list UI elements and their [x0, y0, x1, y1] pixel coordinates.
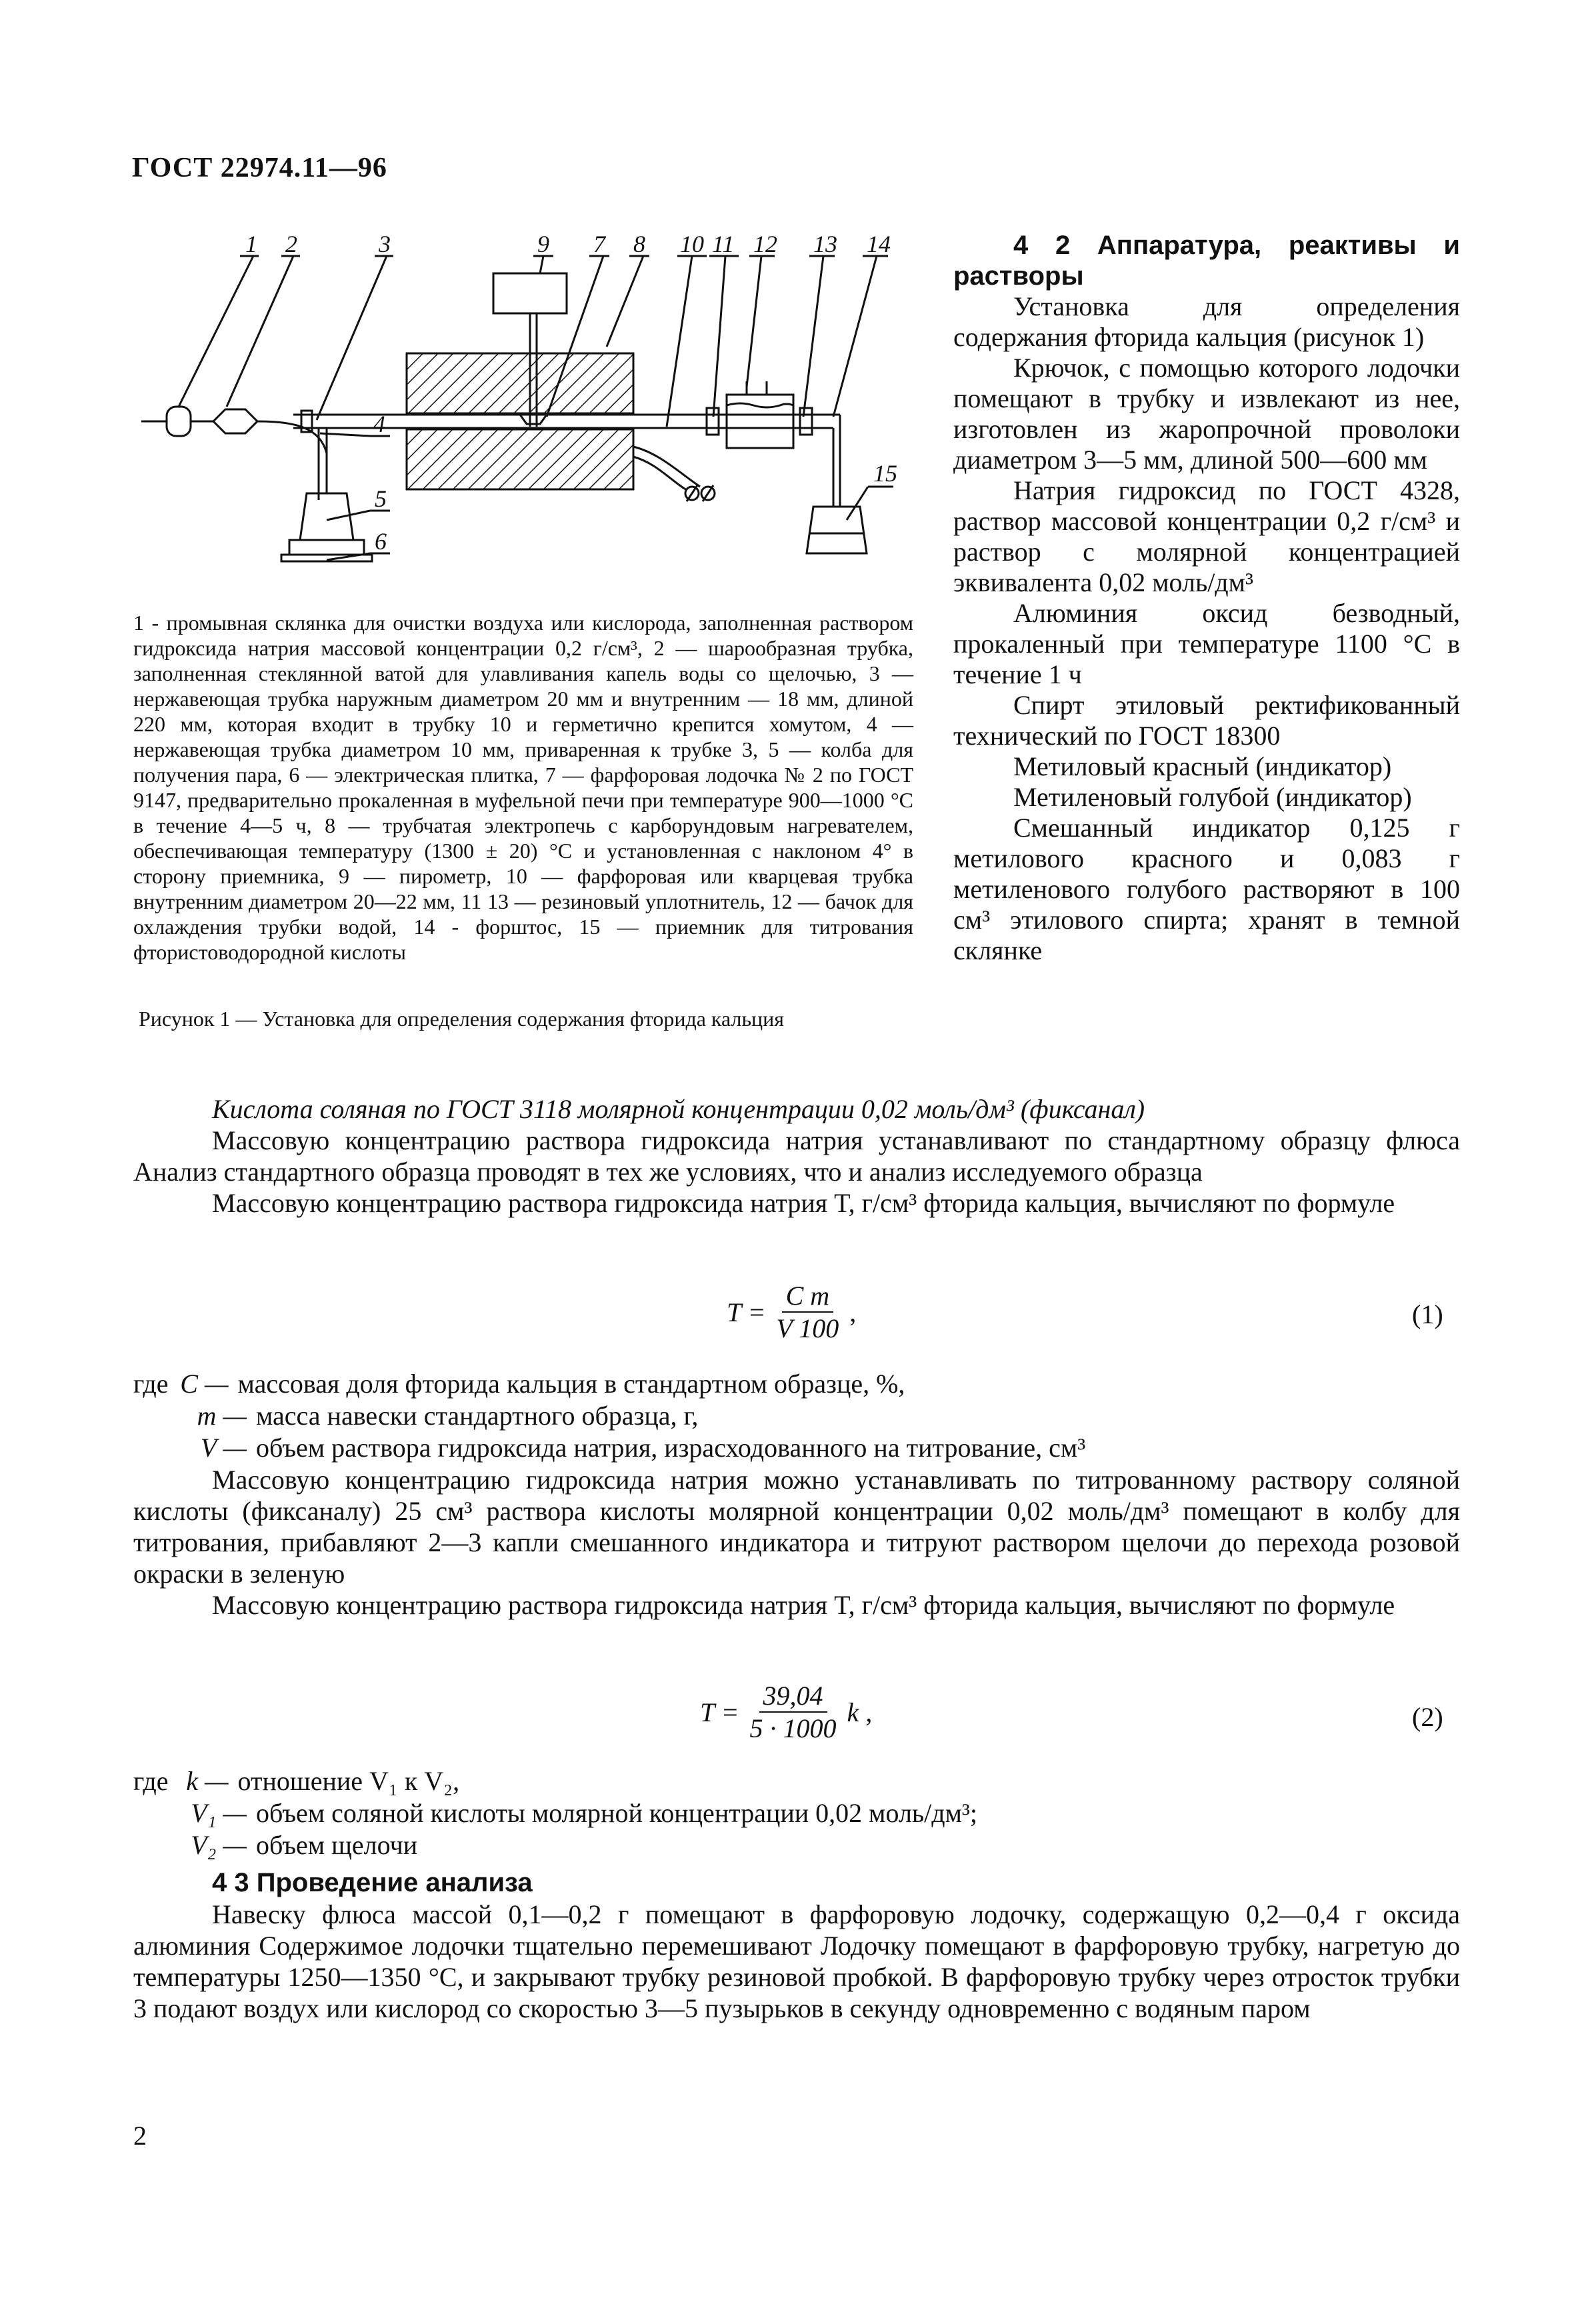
where-row: где C — массовая доля фторида кальция в стандартном образце, %, [133, 1369, 905, 1399]
figure-caption: 1 - промывная склянка для очистки воздуха или кислорода, заполненная раствором гидроксида натрия массовой концентрации 0,2 г/см³, 2 — шарообразная трубка, заполненная стеклянной ватой для улавливания капель воды со щелочью, 3 — нержавеющая трубка наружным диаметром 20 мм и внутренним — 18 мм, длиной 220 мм, которая входит в трубку 10 и герметично крепится хомутом, 4 — нержавеющая трубка диаметром 10 мм, приваренная к трубке 3, 5 — колба для получения пара, 6 — электрическая плитка, 7 — фарфоровая лодочка № 2 по ГОСТ 9147, предварительно прокаленная в муфельной печи при температуре 900—1000 °С в течение 4—5 ч, 8 — трубчатая электропечь с карборундовым нагревателем, обеспечивающая температуру (1300 ± 20) °С и установленная с наклоном 4° в сторону приемника, 9 — пирометр, 10 — фарфоровая или кварцевая трубка внутренним диаметром 20—22 мм, 11 13 — резиновый уплотнитель, 12 — бачок для охлаждения трубки водой, 14 - форштос, 15 — приемник для титрования фтористоводородной кислоты [133, 611, 913, 964]
where-row: V₁ — объем соляной кислоты молярной концентрации 0,02 моль/дм³; [191, 1798, 978, 1828]
label-7: 7 [593, 231, 605, 257]
label-12: 12 [753, 231, 777, 257]
paragraph: Установка для определения содержания фторида кальция (рисунок 1) [953, 291, 1460, 352]
label-10: 10 [680, 231, 704, 257]
paragraph: Спирт этиловый ректификованный технический по ГОСТ 18300 [953, 690, 1460, 751]
label-3: 3 [379, 231, 391, 257]
formula-lhs: T = [700, 1697, 739, 1727]
where-list-2 [133, 1765, 977, 1861]
where-row: где k — отношение V₁ к V₂, [133, 1766, 460, 1796]
formula-numerator: C m [782, 1280, 834, 1313]
paragraph: Метиловый красный (индикатор) [1013, 751, 1392, 781]
paragraph: Натрия гидроксид по ГОСТ 4328, раствор массовой концентрации 0,2 г/см³ и раствор с молярной концентрацией эквивалента 0,02 моль/дм³ [953, 475, 1460, 597]
formula-fraction [773, 1280, 843, 1344]
paragraph: Кислота соляная по ГОСТ 3118 молярной концентрации 0,02 моль/дм³ (фиксанал) [212, 1094, 1145, 1124]
paragraph: Смешанный индикатор 0,125 г метилового красного и 0,083 г метиленового голубого растворяют в 100 см³ этилового спирта; хранят в темной склянке [953, 813, 1460, 965]
label-9: 9 [537, 231, 549, 257]
formula-denominator: V 100 [776, 1313, 839, 1343]
formula-fraction [746, 1680, 841, 1744]
label-11: 11 [712, 231, 735, 257]
where-row: V₂ — объем щелочи [191, 1830, 418, 1860]
label-14: 14 [867, 231, 891, 257]
section-heading-4-3: 4 3 Проведение анализа [212, 1868, 533, 1897]
paragraph: Массовую концентрацию раствора гидроксида натрия устанавливают по стандартному образцу флюса Анализ стандартного образца проводят в тех же условиях, что и анализ исследуемого образца [133, 1125, 1460, 1187]
label-6: 6 [375, 528, 387, 555]
label-15: 15 [873, 460, 897, 487]
label-4: 4 [373, 411, 385, 437]
paragraph: Массовую концентрацию гидроксида натрия можно устанавливать по титрованному раствору соляной кислоты (фиксаналу) 25 см³ раствора кислоты молярной концентрации 0,02 моль/дм³ помещают в колбу для титрования, прибавляют 2—3 капли смешанного индикатора и титруют раствором щелочи до перехода розовой окраски в зеленую [133, 1465, 1460, 1589]
body-text-3 [133, 1867, 1460, 2024]
page-number: 2 [133, 2121, 147, 2151]
formula-tail: k , [847, 1697, 873, 1727]
label-8: 8 [633, 231, 645, 257]
where-row: m — масса навески стандартного образца, г, [197, 1401, 699, 1431]
paragraph: Навеску флюса массой 0,1—0,2 г помещают в фарфоровую лодочку, содержащую 0,2—0,4 г оксида алюминия Содержимое лодочки тщательно перемешивают Лодочку помещают в фарфоровую трубку, нагретую до температуры 1250—1350 °С, и закрывают трубку резиновой пробкой. В фарфоровую трубку через отросток трубки 3 подают воздух или кислород со скоростью 3—5 пузырьков в секунду одновременно с водяным паром [133, 1899, 1460, 2023]
document-header: ГОСТ 22974.11—96 [132, 153, 387, 183]
formula-1 [727, 1280, 856, 1344]
where-list-1 [133, 1368, 1085, 1464]
where-row: V — объем раствора гидроксида натрия, израсходованного на титрование, см³ [200, 1433, 1086, 1463]
paragraph: Массовую концентрацию раствора гидроксида натрия T, г/см³ фторида кальция, вычисляют по формуле [212, 1590, 1395, 1620]
body-text-1 [133, 1093, 1460, 1219]
equation-number-1: (1) [1412, 1299, 1443, 1329]
body-text-2 [133, 1464, 1460, 1621]
label-13: 13 [813, 231, 837, 257]
right-column [953, 230, 1460, 966]
paragraph: Метиленовый голубой (индикатор) [1013, 782, 1412, 812]
paragraph: Алюминия оксид безводный, прокаленный при температуре 1100 °С в течение 1 ч [953, 598, 1460, 689]
figure-title: Рисунок 1 — Установка для определения содержания фторида кальция [139, 1007, 784, 1031]
label-5: 5 [375, 485, 387, 512]
paragraph: Крючок, с помощью которого лодочки помещают в трубку и извлекают из нее, изготовлен из жаропрочной проволоки диаметром 3—5 мм, длиной 500—600 мм [953, 353, 1460, 475]
formula-lhs: T = [727, 1297, 766, 1327]
formula-numerator: 39,04 [759, 1680, 827, 1713]
paragraph: Массовую концентрацию раствора гидроксида натрия T, г/см³ фторида кальция, вычисляют по формуле [212, 1188, 1395, 1218]
section-heading-4-2: 4 2 Аппаратура, реактивы и растворы [953, 231, 1460, 291]
equation-number-2: (2) [1412, 1702, 1443, 1732]
formula-denominator: 5 · 1000 [749, 1713, 837, 1743]
label-1: 1 [245, 231, 257, 257]
apparatus-diagram [127, 227, 927, 600]
label-2: 2 [285, 231, 297, 257]
formula-tail: , [849, 1297, 857, 1327]
formula-2 [700, 1680, 872, 1744]
apparatus-figure [127, 227, 927, 600]
